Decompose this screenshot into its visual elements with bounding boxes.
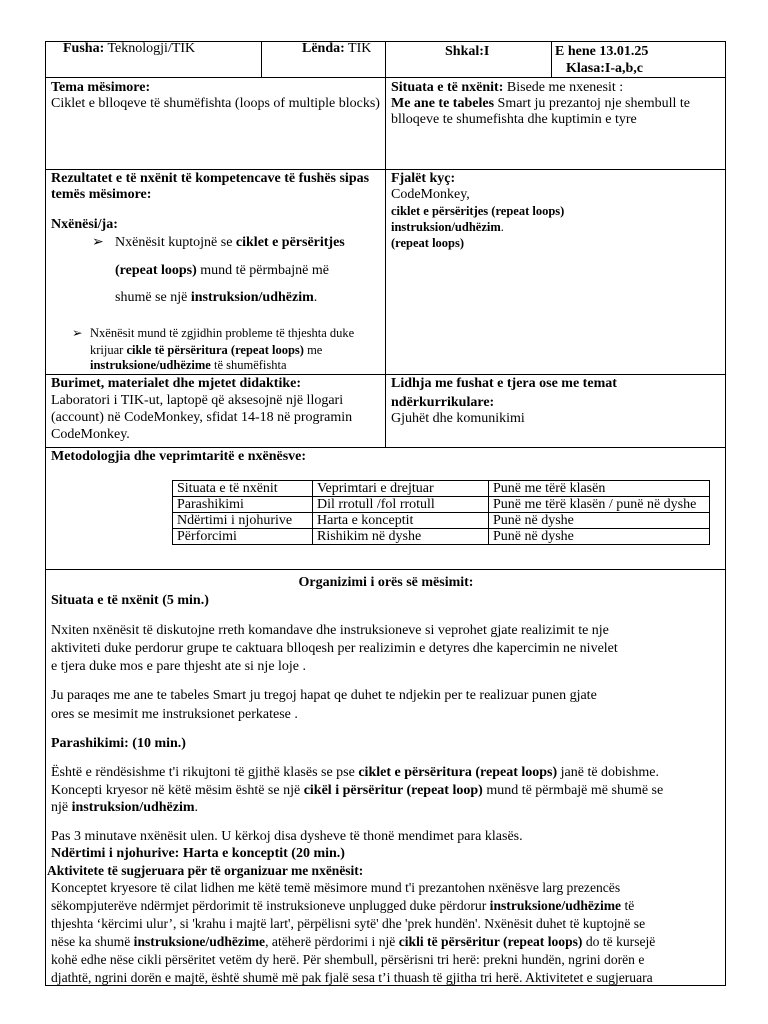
tema-label: Tema mësimore: <box>51 80 151 95</box>
table-cell: Punë me tërë klasën <box>489 481 710 497</box>
organizimi-title: Organizimi i orës së mësimit: <box>298 575 474 590</box>
fusha-value: Teknologji/TIK <box>107 41 196 56</box>
bullet2-line2: krijuar cikle të përsëritura (repeat loops) me <box>90 343 323 357</box>
table-row <box>173 513 710 529</box>
p5-line2: sëkompjuterëve ndërmjet përdorimit të instruksioneve unplugged duke përdorur instruksione/udhëzime të <box>51 898 635 913</box>
burimet-line1: Laboratori i TIK-ut, laptopë që aksesojnë një llogari <box>51 393 344 408</box>
table-cell: Veprimtari e drejtuar <box>313 481 489 497</box>
shkalla: Shkal:I <box>445 44 490 59</box>
situata-value: Bisede me nxenesit : <box>503 80 624 95</box>
p5-line6: djathtë, ngrini dorën e majtë, është shumë më pak fjalë sesa t’i thuash të gjitha tri herë. Aktivitetet e sugjeruara <box>51 970 653 985</box>
p1-line3: e tjera duke mos e pare thjesht ate si nje loje . <box>51 659 307 674</box>
lidhja-text: Gjuhët dhe komunikimi <box>391 411 525 426</box>
table-cell: Punë me tërë klasën / punë në dyshe <box>489 497 710 513</box>
row-line <box>45 447 726 448</box>
metodologjia-label: Metodologjia dhe veprimtaritë e nxënësve: <box>51 449 307 464</box>
bullet2-line3: instruksione/udhëzime të shumëfishta <box>90 358 287 372</box>
tema-text: Ciklet e blloqeve të shumëfishta (loops of multiple blocks) <box>51 96 380 111</box>
nxenesi-label: Nxënësi/ja: <box>51 217 118 232</box>
bullet1-arrow: ➢ <box>92 235 104 250</box>
p5-line4: nëse ka shumë instruksione/udhëzime, atëherë përdorimi i një cikli të përsëritur (repeat loops) do të kursejë <box>51 934 656 949</box>
p3-line2: Koncepti kryesor në këtë mësim është se një cikël i përsëritur (repeat loop) mund të përmbajë më shumë se <box>51 783 664 798</box>
methodology-table <box>172 480 710 545</box>
p1-line2: aktiviteti duke perdorur grupe te caktuara blloqesh per realizimin e detyres dhe kapercimin ne nivelet <box>51 641 618 656</box>
klasa: Klasa:I-a,b,c <box>566 61 643 76</box>
situata-label: Situata e të nxënit: <box>391 80 504 95</box>
situata-cell <box>391 80 723 128</box>
burimet-cell <box>51 376 383 443</box>
table-cell: Ndërtimi i njohurive <box>173 513 313 529</box>
parashikimi-title: Parashikimi: (10 min.) <box>51 736 186 751</box>
divider <box>551 41 552 78</box>
bullet1-line3: shumë se një instruksion/udhëzim. <box>115 290 318 305</box>
fusha-label: Fusha: <box>63 41 105 56</box>
divider <box>385 41 386 78</box>
table-cell: Punë në dyshe <box>489 513 710 529</box>
lidhja-cell <box>391 376 723 427</box>
p3-line3: një instruksion/udhëzim. <box>51 800 199 815</box>
lidhja-label2: ndërkurrikulare: <box>391 395 495 410</box>
table-cell: Punë në dyshe <box>489 529 710 545</box>
row-line <box>45 569 726 570</box>
rezultatet-title: Rezultatet e të nxënit të kompetencave të fushës sipas temës mësimore: <box>51 171 370 202</box>
burimet-line2: (account) në CodeMonkey, sfidat 14-18 në programin <box>51 410 353 425</box>
p4: Pas 3 minutave nxënësit ulen. U kërkoj disa dysheve të thonë mendimet para klasës. <box>51 829 523 844</box>
table-row <box>173 529 710 545</box>
table-cell: Parashikimi <box>173 497 313 513</box>
p5-line5: kohë edhe nëse cikli përsëritet vetëm dy herë. Për shembull, përsërisni tri herë: prekni hundën, ngrini dorën e <box>51 952 645 967</box>
fjalet-item3: instruksion/udhëzim. <box>391 220 504 234</box>
table-cell: Dil rrotull /fol rrotull <box>313 497 489 513</box>
table-row <box>173 481 710 497</box>
tema-cell <box>51 80 381 112</box>
fusha-cell <box>63 41 195 57</box>
situata-bold: Me ane te tabeles <box>391 96 495 111</box>
table-cell: Rishikim në dyshe <box>313 529 489 545</box>
lenda-cell <box>302 41 371 57</box>
center-divider <box>385 78 386 447</box>
fjalet-cell <box>391 171 723 250</box>
bullet1-line2: (repeat loops) mund të përmbajnë më <box>115 263 329 278</box>
burimet-line3: CodeMonkey. <box>51 427 130 442</box>
p5-line3: thjeshta ‘kërcimi ulur’, si 'krahu i majtë lart', përpëlisni sytë' dhe 'prek hundën'. Nxënësit duhet të kuptojnë se <box>51 916 646 931</box>
bullet2-arrow: ➢ <box>72 326 83 340</box>
divider <box>261 41 262 78</box>
p3-line1: Është e rëndësishme t'i rikujtoni të gjithë klasës se pse ciklet e përsëritura (repeat loops) janë të dobishme. <box>51 765 660 780</box>
fjalet-item4: (repeat loops) <box>391 236 465 250</box>
lenda-label: Lënda: <box>302 41 345 56</box>
p5-line1: Konceptet kryesore të cilat lidhen me këtë temë mësimore mund t'i prezantohen nxënësve larg prezencës <box>51 880 621 895</box>
table-cell: Harta e konceptit <box>313 513 489 529</box>
fjalet-label: Fjalët kyç: <box>391 171 456 186</box>
p1-line1: Nxiten nxënësit të diskutojne rreth komandave dhe instruksioneve si veprohet gjate realizimit te nje <box>51 623 609 638</box>
table-cell: Situata e të nxënit <box>173 481 313 497</box>
bullet2-line1: Nxënësit mund të zgjidhin probleme të thjeshta duke <box>90 326 355 340</box>
row-line <box>45 374 726 375</box>
burimet-label: Burimet, materialet dhe mjetet didaktike: <box>51 376 301 391</box>
aktivitete-title: Aktivitete të sugjeruara për të organizuar me nxënësit: <box>47 863 364 878</box>
table-row <box>173 497 710 513</box>
date: E hene 13.01.25 <box>555 44 649 59</box>
ndertimi-title: Ndërtimi i njohurive: Harta e konceptit (20 min.) <box>51 846 345 861</box>
lenda-value: TIK <box>348 41 372 56</box>
table-cell: Përforcimi <box>173 529 313 545</box>
p2-line1: Ju paraqes me ane te tabeles Smart ju tregoj hapat qe duhet te ndjekin per te realizuar punen gjate <box>51 688 597 703</box>
row-line <box>45 169 726 170</box>
fjalet-item2: ciklet e përsëritjes (repeat loops) <box>391 204 565 218</box>
situata-section-title: Situata e të nxënit (5 min.) <box>51 593 209 608</box>
situata-rest: Smart ju prezantoj nje shembull te blloqeve te shumefishta dhe kuptimin e tyre <box>391 96 690 127</box>
p2-line2: ores se mesimit me instruksionet perkatese . <box>51 707 298 722</box>
bullet1-line1: Nxënësit kuptojnë se ciklet e përsëritjes <box>115 235 345 250</box>
fjalet-item1: CodeMonkey, <box>391 187 470 202</box>
lidhja-label1: Lidhja me fushat e tjera ose me temat <box>391 376 617 391</box>
